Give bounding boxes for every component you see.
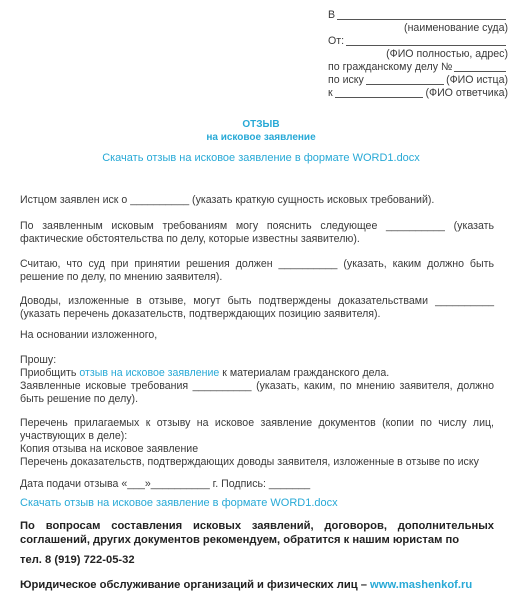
- attachment-item: Перечень доказательств, подтверждающих доводы заявителя, изложенные в отзыве по иску: [20, 456, 479, 468]
- from-blank: [346, 35, 506, 46]
- download-word-link-2-row: [20, 497, 494, 510]
- paragraph-line: [20, 367, 494, 380]
- paragraph-basis: [20, 329, 494, 342]
- footer-text: Юридическое обслуживание организаций и физических лиц –: [20, 579, 367, 591]
- paragraph-line: участвующих в деле):: [20, 430, 128, 442]
- from-note-line: [328, 48, 508, 61]
- request-text: Приобщить: [20, 367, 77, 379]
- paragraph-line: Доводы, изложенные в отзыве, могут быть подтверждены доказательствами __________: [20, 295, 494, 307]
- paragraph-attachments: [20, 417, 494, 469]
- claim-prefix: по иску: [328, 74, 364, 86]
- defendant-prefix: к: [328, 87, 333, 99]
- contact-block: [20, 519, 494, 547]
- paragraph-line: На основании изложенного,: [20, 329, 158, 341]
- addressee-block: [328, 9, 508, 100]
- footer-row: [20, 578, 494, 592]
- phone-row: [20, 553, 494, 567]
- attachment-item: Копия отзыва на исковое заявление: [20, 443, 199, 455]
- paragraph-line: Прошу:: [20, 354, 57, 366]
- case-number-line: [328, 61, 508, 74]
- case-number-blank: [454, 61, 506, 72]
- paragraph-line: быть решение по делу).: [20, 393, 139, 405]
- paragraph-line: Считаю, что суд при принятии решения должен __________ (указать, каким должно быть: [20, 258, 494, 270]
- court-blank: [337, 9, 506, 20]
- contact-line: По вопросам составления исковых заявлений, договоров, дополнительных: [20, 520, 494, 532]
- download-word-link[interactable]: Скачать отзыв на исковое заявление в формате WORD1.docx: [102, 152, 420, 164]
- defendant-note: (ФИО ответчика): [425, 87, 508, 99]
- paragraph-line: Перечень прилагаемых к отзыву на исковое заявление документов (копии по числу лиц,: [20, 417, 494, 429]
- court-line: [328, 9, 508, 22]
- document-title: ОТЗЫВ: [242, 119, 280, 130]
- paragraph-date-signature: [20, 478, 494, 491]
- paragraph-line: решение по делу, по мнению заявителя).: [20, 271, 223, 283]
- document-subtitle: на исковое заявление: [206, 132, 316, 143]
- download-word-link-2[interactable]: Скачать отзыв на исковое заявление в формате WORD1.docx: [20, 497, 338, 509]
- paragraph-request: [20, 354, 494, 406]
- paragraph-claim-essence: [20, 194, 494, 207]
- paragraph-line: Заявленные исковые требования __________ (указать, каким, по мнению заявителя, должно: [20, 380, 494, 392]
- paragraph-line: фактические обстоятельства по делу, которые известны заявителю).: [20, 233, 360, 245]
- phone-number: тел. 8 (919) 722-05-32: [20, 554, 135, 566]
- from-line: [328, 35, 508, 48]
- claim-note: (ФИО истца): [446, 74, 508, 86]
- paragraph-line: (указать перечень доказательств, подтверждающих позицию заявителя).: [20, 308, 381, 320]
- paragraph-line: Истцом заявлен иск о __________ (указать краткую сущность исковых требований).: [20, 194, 435, 206]
- paragraph-line: Дата подачи отзыва «___»__________ г. Подпись: _______: [20, 478, 311, 490]
- paragraph-line: По заявленным исковым требованиям могу пояснить следующее __________ (указать: [20, 220, 494, 232]
- contact-line: соглашений, других документов рекомендуем, обратится к нашим юристам по: [20, 534, 460, 546]
- from-prefix: От:: [328, 35, 345, 47]
- review-statement-link[interactable]: отзыв на исковое заявление: [79, 367, 220, 379]
- paragraph-evidence: [20, 295, 494, 321]
- request-text: к материалам гражданского дела.: [222, 367, 390, 379]
- paragraph-explanation: [20, 220, 494, 246]
- defendant-blank: [335, 87, 424, 98]
- court-note-line: [328, 22, 508, 35]
- claim-line: [328, 74, 508, 87]
- court-note: (наименование суда): [404, 22, 508, 34]
- paragraph-court-decision: [20, 258, 494, 284]
- defendant-line: [328, 87, 508, 100]
- court-prefix: В: [328, 9, 336, 21]
- claim-blank: [366, 74, 444, 85]
- website-link[interactable]: www.mashenkof.ru: [370, 579, 473, 591]
- from-note: (ФИО полностью, адрес): [386, 48, 508, 60]
- case-number-label: по гражданскому делу №: [328, 61, 453, 73]
